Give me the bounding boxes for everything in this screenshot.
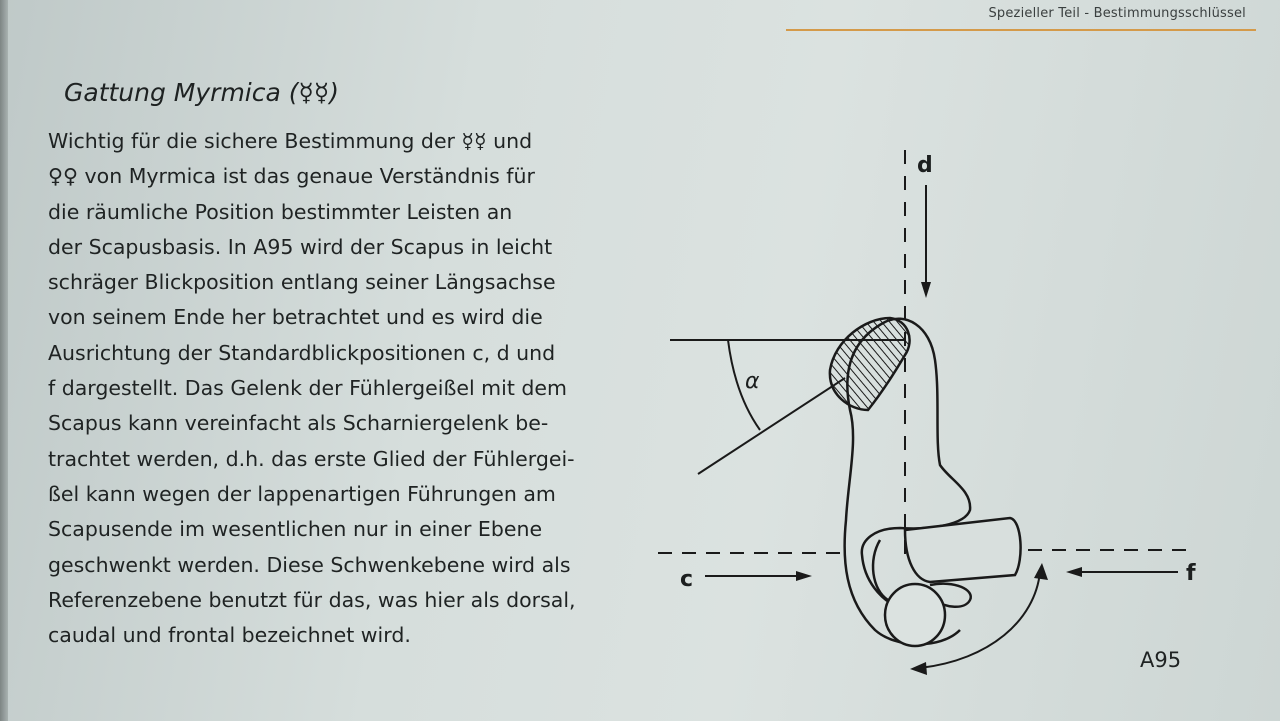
paragraph-line: ♀♀ von Myrmica ist das genaue Verständnis für [48,164,535,189]
paragraph-line: Wichtig für die sichere Bestimmung der ☿☿ und [48,129,533,153]
arrow-c-head [796,571,812,581]
paragraph-line: caudal und frontal bezeichnet wird. [48,623,411,648]
paragraph-line: trachtet werden, d.h. das erste Glied der Fühlergei- [48,446,575,471]
funiculus-lobe [905,518,1021,582]
paragraph-line: geschwenkt werden. Diese Schwenkebene wird als [48,552,571,577]
label-alpha: α [745,369,760,394]
angle-line [698,378,845,474]
paragraph-line: die räumliche Position bestimmter Leisten an [48,199,513,224]
label-c: c [680,567,694,592]
arrow-d-head [921,282,931,298]
paragraph-line: ßel kann wegen der lappenartigen Führungen am [48,481,556,506]
paragraph-line: der Scapusbasis. In A95 wird der Scapus in leicht [48,234,553,259]
paragraph-line: Scapusende im wesentlichen nur in einer Ebene [48,517,543,542]
paragraph-line: schräger Blickposition entlang seiner Längsachse [48,270,556,295]
page-gutter-edge [0,0,8,721]
label-f: f [1186,561,1196,586]
header-rule [786,29,1256,31]
paragraph-line: Referenzebene benutzt für das, was hier als dorsal, [48,587,576,612]
paragraph-line: Ausrichtung der Standardblickpositionen c, d und [48,340,556,365]
section-title: Gattung Myrmica (☿☿) [64,78,339,107]
swing-arrow-head-top [1034,563,1048,580]
paragraph-line: von seinem Ende her betrachtet und es wird die [48,305,543,330]
figure-code: A95 [1140,648,1182,672]
hatched-joint-condyle [830,318,910,410]
scapus-diagram [650,130,1230,690]
paragraph-line: f dargestellt. Das Gelenk der Fühlergeißel mit dem [48,376,567,401]
scapus-cross-section-circle [885,584,945,646]
paragraph-line: Scapus kann vereinfacht als Scharniergelenk be- [48,411,549,436]
arrow-f-head [1066,567,1082,577]
running-header: Spezieller Teil - Bestimmungsschlüssel [988,6,1246,21]
body-paragraph [48,124,628,653]
swing-arrow-head-bottom [910,662,927,675]
label-d: d [917,153,933,178]
